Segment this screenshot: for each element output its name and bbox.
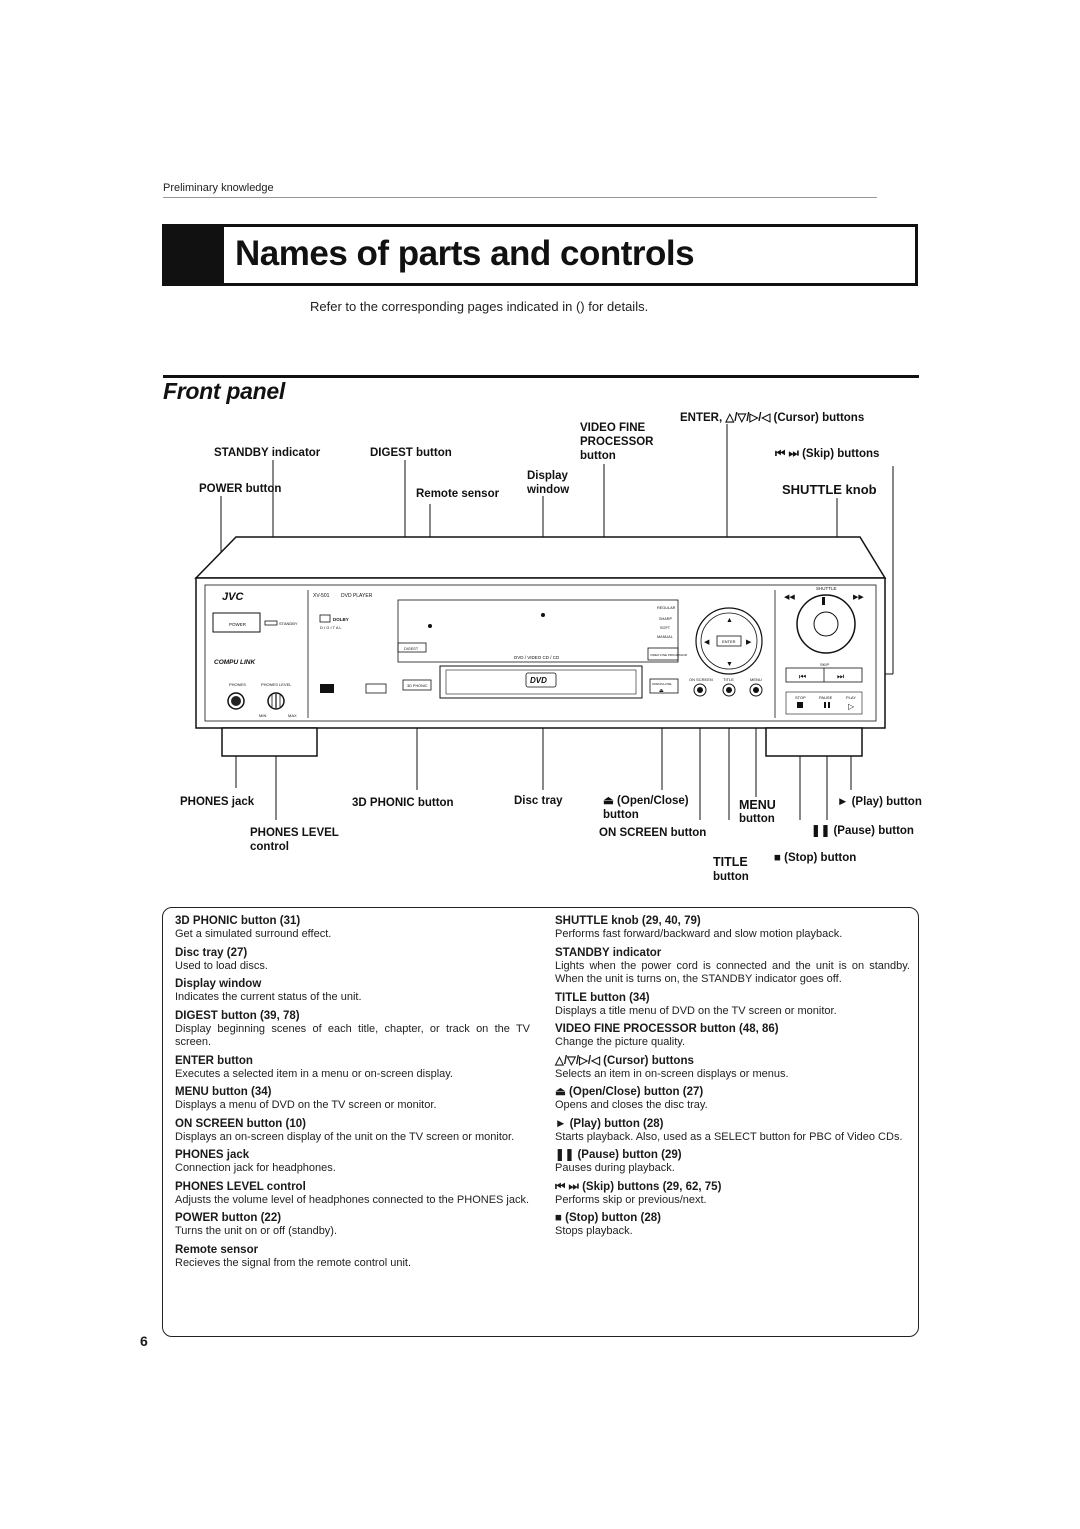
svg-text:⏏: ⏏	[659, 688, 664, 694]
descriptions-right-column	[555, 914, 910, 1243]
description-item	[555, 1022, 910, 1050]
label-on-screen: ON SCREEN button	[599, 827, 707, 839]
device-label-title: TITLE	[723, 677, 734, 682]
description-item	[175, 1148, 530, 1176]
description-item	[555, 991, 910, 1019]
device-label-sharp: SHARP	[659, 617, 673, 621]
label-video-fine-2: PROCESSOR	[580, 436, 654, 448]
label-disc-tray: Disc tray	[514, 795, 563, 807]
description-heading: SHUTTLE knob (29, 40, 79)	[555, 915, 701, 927]
description-text: Adjusts the volume level of headphones connected to the PHONES jack.	[175, 1193, 530, 1206]
svg-text:◀: ◀	[704, 639, 710, 646]
description-item	[555, 946, 910, 987]
description-text: Connection jack for headphones.	[175, 1162, 336, 1174]
device-label-model: XV-501	[313, 593, 330, 599]
description-heading: ► (Play) button (28)	[555, 1117, 664, 1130]
header-divider	[163, 197, 877, 198]
label-play: ► (Play) button	[837, 796, 922, 808]
svg-text:▷: ▷	[848, 702, 855, 711]
description-item	[175, 1009, 530, 1050]
description-heading: ON SCREEN button (10)	[175, 1117, 306, 1130]
label-pause: ❚❚ (Pause) button	[811, 825, 914, 837]
svg-text:▶: ▶	[746, 639, 752, 646]
device-label-standby: STANDBY	[279, 621, 298, 626]
description-item	[555, 914, 910, 942]
description-text: Lights when the power cord is connected and the unit is on standby. When the unit is turns on, the STANDBY indicator goes off.	[555, 959, 910, 985]
description-heading: STANDBY indicator	[555, 946, 662, 959]
label-menu-2: button	[739, 813, 775, 825]
description-heading: ■ (Stop) button (28)	[555, 1212, 661, 1224]
description-heading: ENTER button	[175, 1054, 253, 1067]
page-number: 6	[140, 1333, 148, 1349]
device-label-regular: REGULAR	[657, 606, 676, 610]
label-stop: ■ (Stop) button	[774, 852, 857, 864]
description-item	[175, 1054, 530, 1082]
description-heading: Display window	[175, 978, 262, 990]
description-heading: Remote sensor	[175, 1243, 259, 1256]
description-item	[175, 1085, 530, 1113]
device-label-compulink: COMPU LINK	[214, 659, 256, 666]
description-text: Used to load discs.	[175, 959, 268, 972]
device-label-disc-types: DVD / VIDEO CD / CD	[514, 655, 560, 660]
device-label-pause: PAUSE	[819, 695, 833, 700]
label-display-2: window	[527, 484, 570, 496]
description-item	[555, 1148, 910, 1176]
description-text: Recieves the signal from the remote control unit.	[175, 1256, 412, 1269]
description-item	[175, 1117, 530, 1145]
label-display-1: Display	[527, 470, 568, 482]
description-item	[555, 1117, 910, 1145]
label-digest: DIGEST button	[370, 447, 452, 459]
device-label-play: PLAY	[846, 695, 856, 700]
svg-text:⏮: ⏮	[799, 672, 807, 681]
device-label-min: MIN	[259, 713, 267, 718]
description-text: Displays an on-screen display of the unit on the TV screen or monitor.	[175, 1130, 515, 1143]
description-heading: TITLE button (34)	[555, 991, 650, 1004]
svg-text:▶▶: ▶▶	[853, 594, 864, 601]
page-title: Names of parts and controls	[235, 234, 695, 273]
label-3d-phonic: 3D PHONIC button	[352, 797, 454, 809]
description-text: Indicates the current status of the unit.	[175, 991, 362, 1003]
label-title-2: button	[713, 871, 749, 883]
device-label-dolby: DOLBY	[333, 617, 349, 622]
description-text: Stops playback.	[555, 1225, 633, 1237]
descriptions-left-column	[175, 914, 530, 1274]
device-label-soft: SOFT	[660, 626, 671, 630]
description-text: Get a simulated surround effect.	[175, 928, 332, 940]
breadcrumb: Preliminary knowledge	[163, 182, 274, 194]
device-label-vfp: VIDEO FINE PROCESSOR	[650, 653, 688, 657]
description-text: Starts playback. Also, used as a SELECT button for PBC of Video CDs.	[555, 1130, 903, 1143]
description-heading: Disc tray (27)	[175, 946, 248, 959]
description-item	[555, 1054, 910, 1082]
device-label-digital: D I G I T A L	[320, 625, 342, 630]
description-item	[175, 914, 530, 942]
description-text: Performs skip or previous/next.	[555, 1193, 707, 1206]
device-label-phones: PHONES	[229, 682, 246, 687]
description-heading: POWER button (22)	[175, 1212, 282, 1224]
svg-text:⏭: ⏭	[837, 672, 845, 681]
device-label-skip: SKIP	[820, 662, 830, 667]
front-panel-diagram	[0, 400, 1080, 820]
device-label-type: DVD PLAYER	[341, 593, 373, 599]
label-open-close-2: button	[603, 809, 639, 821]
description-text: Display beginning scenes of each title, chapter, or track on the TV screen.	[175, 1022, 530, 1048]
label-shuttle: SHUTTLE knob	[782, 482, 877, 497]
description-heading: ⏏ (Open/Close) button (27)	[555, 1086, 704, 1098]
device-label-phonic: 3D PHONIC	[407, 684, 428, 688]
description-item	[175, 1211, 530, 1239]
label-phones-level-1: PHONES LEVEL	[250, 827, 339, 839]
device-label-enter: ENTER	[722, 639, 736, 644]
description-heading: PHONES LEVEL control	[175, 1180, 306, 1193]
label-skip: ⏮ ⏭ (Skip) buttons	[775, 448, 880, 460]
description-text: Displays a title menu of DVD on the TV screen or monitor.	[555, 1004, 837, 1017]
svg-text:▼: ▼	[726, 661, 733, 668]
description-heading: 3D PHONIC button (31)	[175, 915, 301, 927]
description-item	[555, 1180, 910, 1208]
description-heading: ⏮ ⏭ (Skip) buttons (29, 62, 75)	[555, 1180, 722, 1193]
device-label-open-close: OPEN/CLOSE	[652, 682, 672, 686]
label-open-close-1: ⏏ (Open/Close)	[603, 795, 689, 807]
svg-text:▲: ▲	[726, 617, 733, 624]
description-item	[555, 1211, 910, 1239]
description-heading: VIDEO FINE PROCESSOR button (48, 86)	[555, 1023, 779, 1035]
description-item	[175, 977, 530, 1005]
label-power: POWER button	[199, 483, 282, 495]
svg-text:◀◀: ◀◀	[784, 594, 795, 601]
device-label-power: POWER	[229, 622, 247, 627]
intro-text: Refer to the corresponding pages indicated in () for details.	[310, 299, 649, 314]
description-item	[175, 946, 530, 974]
label-remote: Remote sensor	[416, 488, 500, 500]
label-standby: STANDBY indicator	[214, 447, 321, 459]
description-heading: DIGEST button (39, 78)	[175, 1009, 300, 1022]
chassis	[196, 537, 885, 756]
description-text: Opens and closes the disc tray.	[555, 1099, 708, 1111]
title-black-tab	[162, 224, 224, 286]
device-label-stop: STOP	[795, 695, 806, 700]
description-text: Turns the unit on or off (standby).	[175, 1225, 338, 1237]
label-enter-cursor: ENTER, △/▽/▷/◁ (Cursor) buttons	[680, 412, 865, 424]
description-item	[555, 1085, 910, 1113]
description-heading: ❚❚ (Pause) button (29)	[555, 1149, 682, 1161]
label-phones-level-2: control	[250, 841, 289, 853]
device-label-shuttle: SHUTTLE	[816, 586, 837, 591]
description-heading: PHONES jack	[175, 1149, 250, 1161]
device-label-brand: JVC	[222, 591, 244, 603]
label-phones-jack: PHONES jack	[180, 796, 255, 808]
device-label-dvd-logo: DVD	[530, 676, 547, 685]
description-heading: △/▽/▷/◁ (Cursor) buttons	[555, 1054, 694, 1067]
description-item	[175, 1243, 530, 1271]
device-label-phones-level: PHONES LEVEL	[261, 682, 292, 687]
description-text: Displays a menu of DVD on the TV screen or monitor.	[175, 1099, 437, 1111]
description-text: Change the picture quality.	[555, 1036, 686, 1048]
label-title-1: TITLE	[713, 855, 748, 869]
label-video-fine-3: button	[580, 450, 616, 462]
description-text: Pauses during playback.	[555, 1162, 675, 1174]
description-text: Performs fast forward/backward and slow motion playback.	[555, 928, 843, 940]
device-label-manual: MANUAL	[657, 635, 673, 639]
device-label-digest: DIGEST	[404, 647, 419, 651]
label-menu-1: MENU	[739, 798, 776, 812]
description-item	[175, 1180, 530, 1208]
description-text: Executes a selected item in a menu or on-screen display.	[175, 1067, 453, 1080]
device-label-max: MAX	[288, 713, 297, 718]
description-text: Selects an item in on-screen displays or menus.	[555, 1067, 789, 1080]
label-video-fine-1: VIDEO FINE	[580, 422, 646, 434]
section-title: Front panel	[163, 378, 285, 404]
device-label-menu: MENU	[750, 677, 762, 682]
description-heading: MENU button (34)	[175, 1086, 272, 1098]
device-label-on-screen: ON SCREEN	[689, 677, 713, 682]
